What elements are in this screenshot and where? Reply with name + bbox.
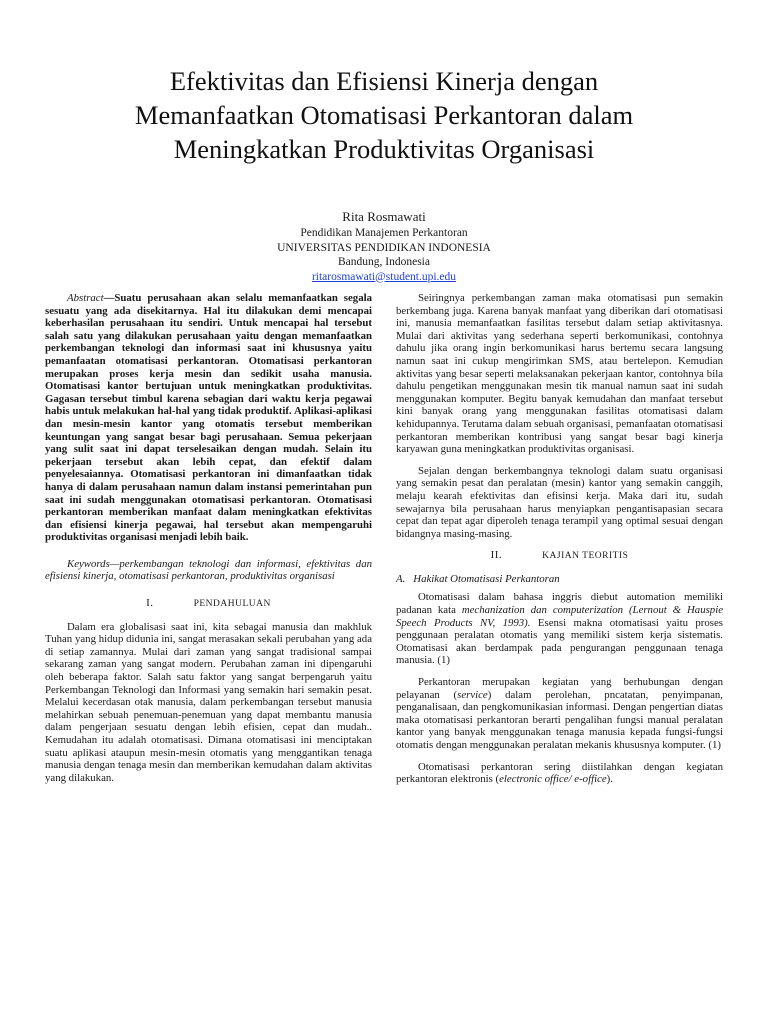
intro-paragraph-3: Sejalan dengan berkembangnya teknologi dalam suatu organisasi yang semakin pesat dan peralatan (mesin) kantor yang semakin canggih, melaju kearah efektivitas dan efisinsi kerja. Maka dari itu, sudah sewajarnya bila perusahaan harus menyiapkan pengantisapasian secara cepat dan tepat agar diperoleh tenaga terampil yang optimal sesuai dengan bidangnya masing-masing.	[396, 464, 723, 540]
left-column	[45, 292, 372, 793]
section-1-paragraph: Dalam era globalisasi saat ini, kita sebagai manusia dan makhluk Tuhan yang hidup didunia ini, sangat merasakan sekali perubahan yang ada di setiap zamannya. Mulai dari zaman yang sangat tradisional sampai sekarang zaman yang sangat modern. Perubahan zaman ini dipengaruhi oleh beberapa faktor. Salah satu faktor yang sangat berpengaruh yaitu Perkembangan Teknologi dan Informasi yang semakin hari semakin pesat. Melalui kecerdasan otak manusia, dalam perkembangan tersebut manusia melahirkan sebuah penemuan-penemuan yang dapat membantu manusia dalam pengerjaan sesuatu dengan lebih efisien, cepat dan mudah.. Kemudahan itu adalah otomatisasi. Dimana otomatisasi ini menciptakan suatu aplikasi ataupun mesin-mesin otomatis yang menggantikan tenaga manusia dengan tenaga mesin dan memberikan kemudahan dalam aktivitas yang dilakukan.	[45, 620, 372, 784]
theory-p1-text-b: Esensi makna otomatisasi yaitu proses penggunaan peralatan otomatis yang memiliki sistem kerja sistematis. Otomatisasi akan berdampak pada pengurangan penggunaan tenaga manusia. (1)	[396, 616, 723, 667]
keywords	[45, 558, 372, 583]
title-line-1: Efektivitas dan Efisiensi Kinerja dengan	[169, 66, 599, 96]
author-block	[150, 209, 618, 284]
abstract-text: —Suatu perusahaan akan selalu memanfaatkan segala sesuatu yang ada disekitarnya. Hal itu dilakukan demi mencapai keberhasilan perusahaan itu sendiri. Untuk mencapai hal tersebut salah satu yang dilakukan perusahaan yaitu dengan memanfaatkan perkembangan teknologi dan informasi saat ini khususnya yaitu pemanfaatan otomatisasi perkantoran. Otomatisasi perkantoran merupakan proses kerja mesin dan sedikit usaha manusia. Otomatisasi kantor bertujuan untuk meningkatkan produktivitas. Gagasan tersebut timbul karena sebagian dari waktu kerja pegawai habis untuk melakukan hal-hal yang tidak produktif. Aplikasi-aplikasi dan mesin-mesin kantor yang otomatis tersebut memberikan keuntungan yang sangat besar bagi perusahaan. Semua pekerjaan yang sulit saat ini dapat terselesaikan dengan mudah. Selain itu pekerjaan tersebut akan lebih cepat, dan efektif dalam penyelesaiannya. Otomatisasi perkantoran ini dimanfaatkan tidak hanya di dalam perusahaan namun dalam instansi pemerintahan pun saat ini sudah menggunakan otomatisasi perkantoran. Otomatisasi perkantoran memberikan manfaat dalam meningkatkan efektivitas dan efisiensi kinerja pegawai, hal tersebut akan mempengaruhi produktivitas organisasi menjadi lebih baik.	[45, 292, 372, 544]
title-line-3: Meningkatkan Produktivitas Organisasi	[173, 134, 595, 164]
theory-p3-text-a: Otomatisasi perkantoran sering diistilahkan dengan kegiatan perkantoran elektronis (	[396, 760, 723, 786]
theory-p2-italic: service	[457, 688, 488, 701]
theory-p3-text-b: ).	[606, 773, 613, 786]
keywords-text: —perkembangan teknologi dan informasi, efektivitas dan efisiensi kinerja, otomatisasi perkantoran, produktivitas organisasi	[45, 557, 372, 583]
author-city: Bandung, Indonesia	[338, 256, 430, 268]
section-1-title: PENDAHULUAN	[193, 599, 271, 610]
theory-paragraph-1	[396, 591, 723, 667]
theory-paragraph-3	[396, 761, 723, 786]
theory-p1-italic: mechanization dan computerization (Lernout & Hauspie Speech Products NV, 1993).	[396, 604, 724, 629]
subsection-a-letter: A.	[396, 572, 406, 585]
section-2-title: KAJIAN TEORITIS	[542, 551, 629, 562]
section-1-number: I.	[146, 597, 154, 610]
author-name: Rita Rosmawati	[342, 209, 426, 224]
abstract	[45, 292, 372, 544]
author-email-link[interactable]: ritarosmawati@student.upi.edu	[311, 270, 457, 283]
intro-paragraph-2: Seiringnya perkembangan zaman maka otomatisasi pun semakin berkembang juga. Karena banyak manfaat yang diberikan dari otomatisasi ini, manusia memanfaatkan fasilitas tersebut dalam setiap aktivitasnya. Mulai dari aktivitas yang sederhana seperti berkomunikasi, contohnya dahulu jika orang ingin berkomunikasi harus bertemu secara langsung namun saat ini cukup mengirimkan SMS, atau bertelepon. Kemudian aktivitas yang besar seperti melaksanakan pekerjaan kantor, contohnya bila dahulu pengetikan menggunakan mesin tik manual namun saat ini sudah menggunakan komputer. Begitu banyak kemudahan dan manfaat tersebut kini banyak orang yang menggunakan fasilitas otomatisasi dalam kehidupannya. Terutama dalam sebuah organisasi, pemanfaatan otomatisasi perkantoran memberikan kontribusi yang sangat besar bagi kinerja karyawan guna meningkatkan produktivitas organisasi.	[396, 292, 723, 456]
title-line-2: Memanfaatkan Otomatisasi Perkantoran dalam	[134, 100, 634, 130]
theory-p1-text-a: Otomatisasi dalam bahasa inggris diebut automation memiliki padanan kata	[396, 591, 723, 617]
paper-title	[40, 64, 728, 166]
theory-p2-text-a: Perkantoran merupakan kegiatan yang berhubungan dengan pelayanan (	[396, 676, 723, 701]
abstract-lead: Abstract	[67, 292, 104, 304]
theory-p3-italic: electronic office/ e-office	[499, 773, 607, 786]
section-1-heading	[45, 597, 372, 611]
author-department: Pendidikan Manajemen Perkantoran	[300, 227, 468, 239]
section-2-heading	[396, 549, 723, 563]
subsection-a-heading	[396, 573, 723, 586]
subsection-a-title: Hakikat Otomatisasi Perkantoran	[413, 572, 560, 585]
author-university: UNIVERSITAS PENDIDIKAN INDONESIA	[277, 241, 491, 254]
section-2-number: II.	[490, 549, 503, 562]
theory-p2-text-b: ) dalam perolehan, pncatatan, penyimpanan, penganalisaan, dan pengkomunikasian informasi. Dengan pengertian diatas maka otomatisasi perkantoran berarti pengalihan fungsi manual peralatan kantor yang banyak menggunakan tenaga manusia kepada fungsi-fungsi otomatis dengan menggunakan peralatan mekanis khususnya komputer. (1)	[396, 688, 723, 751]
theory-paragraph-2	[396, 676, 723, 752]
keywords-lead: Keywords	[67, 557, 110, 570]
right-column	[396, 292, 723, 795]
